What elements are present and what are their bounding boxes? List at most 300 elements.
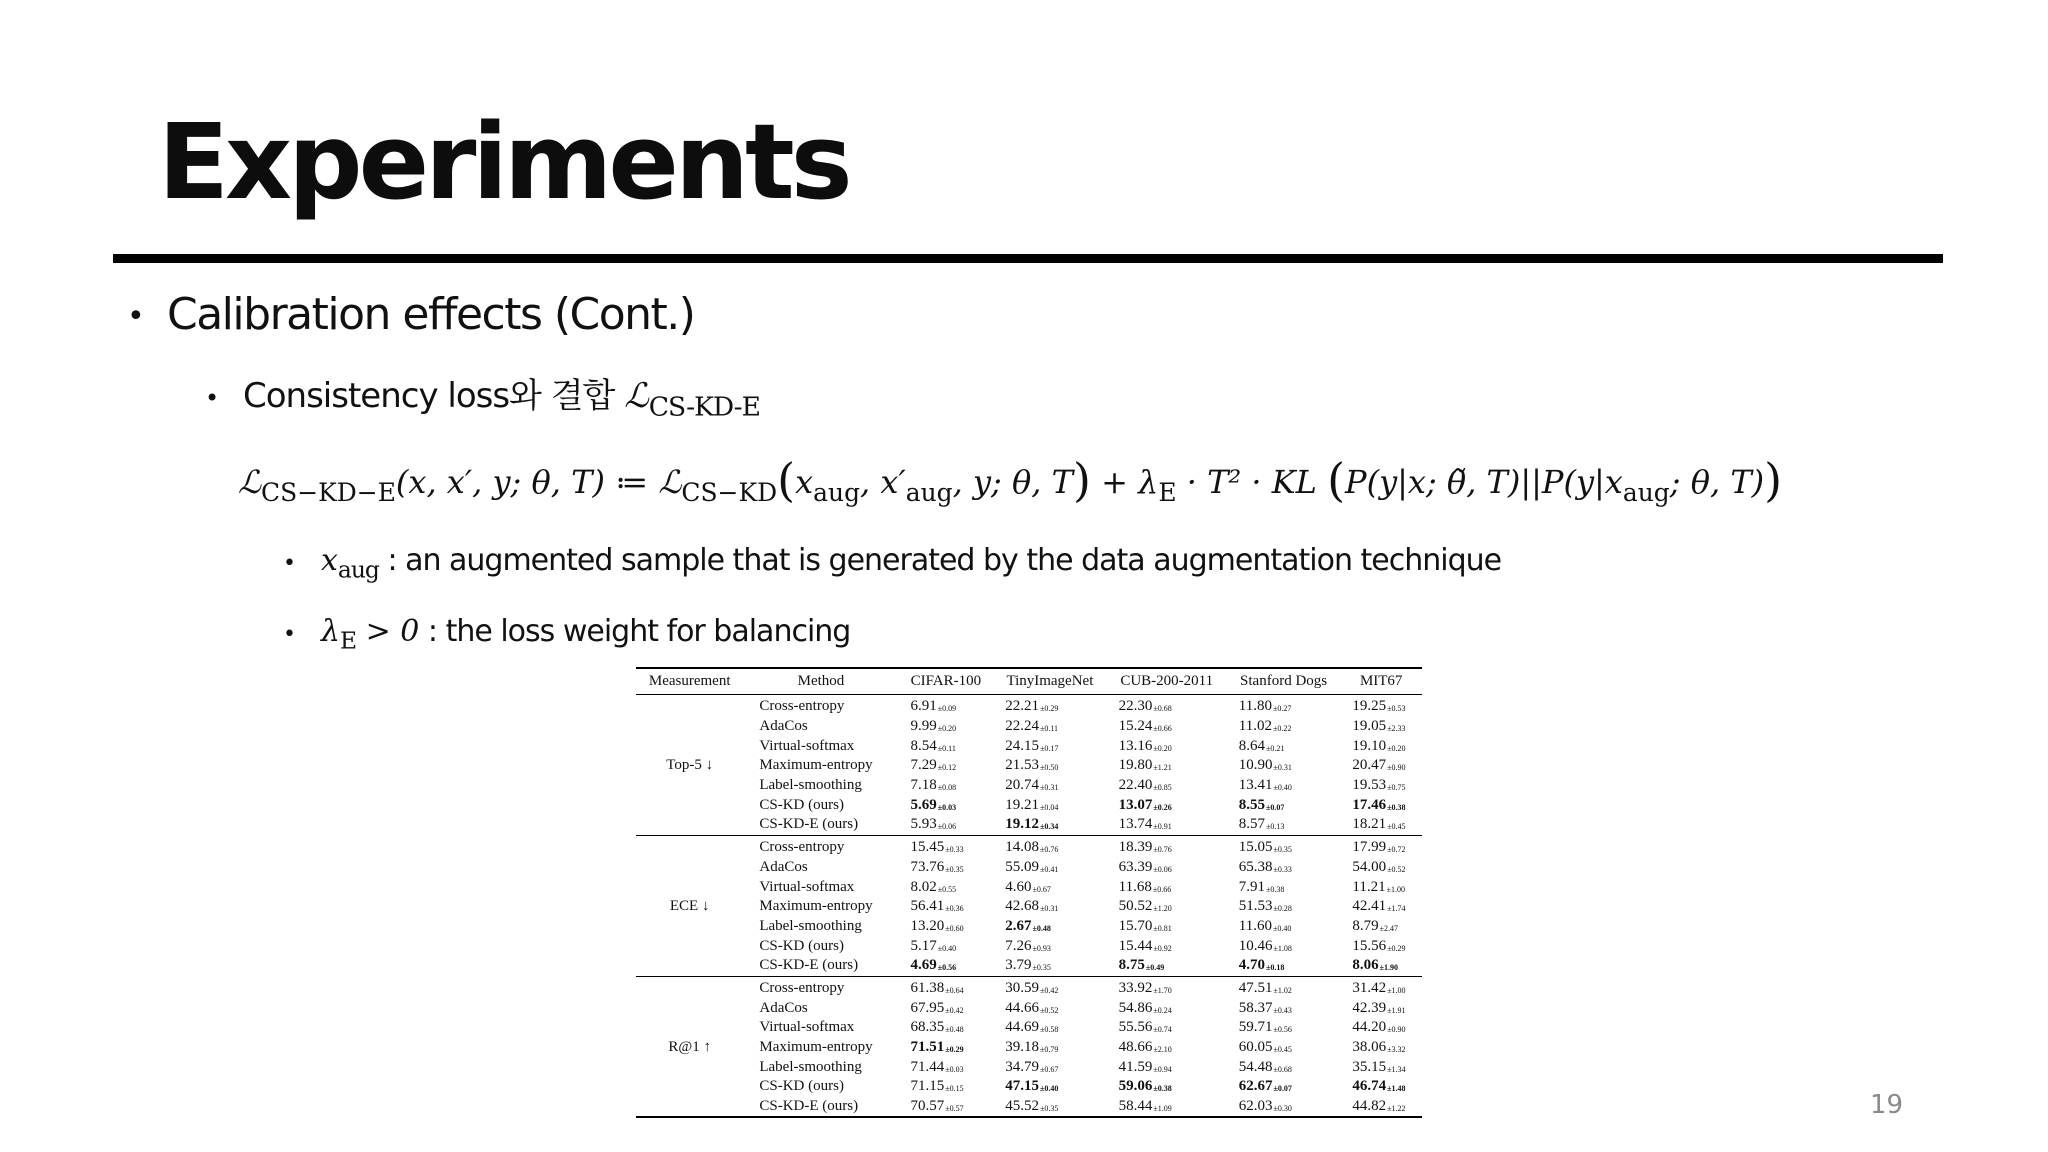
- value-cell: [993, 956, 1106, 976]
- table-row: [636, 736, 1422, 756]
- value-mean: 8.64: [1238, 737, 1266, 754]
- formula-x-sub: aug: [813, 477, 861, 507]
- header-mit67: MIT67: [1340, 668, 1422, 695]
- value-std: ±0.29: [1039, 704, 1059, 714]
- value-cell: [1340, 835, 1422, 857]
- value-cell: [1227, 1097, 1341, 1118]
- table-row: [636, 1057, 1422, 1077]
- value-cell: [1227, 776, 1341, 796]
- value-cell: [1107, 956, 1227, 976]
- value-std: ±0.34: [1039, 822, 1059, 832]
- value-std: ±0.07: [1266, 802, 1285, 812]
- value-cell: [1107, 917, 1227, 937]
- value-mean: 8.02: [910, 878, 937, 895]
- table-row: [636, 877, 1422, 897]
- value-cell: [1227, 897, 1341, 917]
- value-std: ±3.32: [1387, 1045, 1406, 1055]
- value-std: ±0.41: [1039, 864, 1059, 874]
- table-row: [636, 1097, 1422, 1118]
- bullet-dot-icon: •: [127, 299, 144, 334]
- value-std: ±1.02: [1273, 985, 1292, 995]
- value-mean: 11.68: [1118, 878, 1152, 895]
- bullet-dot-icon: •: [205, 384, 219, 412]
- value-std: ±0.53: [1387, 704, 1406, 714]
- bullet-text: [321, 543, 1502, 584]
- value-std: ±0.30: [1273, 1104, 1292, 1114]
- value-cell: [993, 776, 1106, 796]
- bullet-label: Consistency loss와 결합: [243, 376, 625, 416]
- value-std: ±1.00: [1386, 884, 1405, 894]
- value-mean: 7.26: [1005, 937, 1032, 954]
- value-mean: 18.39: [1118, 839, 1153, 856]
- value-mean: 70.57: [910, 1098, 945, 1115]
- value-cell: [1107, 1057, 1227, 1077]
- value-std: ±0.50: [1039, 763, 1059, 773]
- value-cell: [1227, 736, 1341, 756]
- value-std: ±0.72: [1387, 845, 1406, 855]
- table-row: [636, 717, 1422, 737]
- value-std: ±1.09: [1153, 1104, 1172, 1114]
- value-std: ±0.18: [1266, 963, 1285, 973]
- value-mean: 54.00: [1352, 858, 1387, 875]
- value-cell: [993, 1097, 1106, 1118]
- value-cell: [1227, 956, 1341, 976]
- value-cell: [1227, 976, 1341, 998]
- value-std: ±0.81: [1153, 923, 1172, 933]
- value-std: ±0.76: [1153, 845, 1172, 855]
- value-cell: [1340, 756, 1422, 776]
- method-cell: Maximum-entropy: [759, 757, 873, 774]
- header-tinyimagenet: TinyImageNet: [993, 668, 1106, 695]
- value-std: ±0.31: [1273, 763, 1292, 773]
- value-mean: 13.16: [1118, 737, 1153, 754]
- value-std: ±0.22: [1272, 724, 1292, 734]
- value-mean: 9.99: [910, 718, 937, 735]
- value-cell: [899, 1038, 994, 1058]
- value-std: ±1.34: [1387, 1064, 1406, 1074]
- value-std: ±0.42: [945, 1005, 964, 1015]
- value-cell: [1340, 1097, 1422, 1118]
- value-mean: 30.59: [1005, 979, 1039, 996]
- value-cell: [1227, 917, 1341, 937]
- value-mean: 55.09: [1005, 858, 1039, 875]
- value-mean: 68.35: [910, 1019, 945, 1036]
- header-cub: CUB-200-2011: [1107, 668, 1227, 695]
- value-std: ±0.36: [945, 904, 964, 914]
- value-std: ±0.27: [1272, 704, 1292, 714]
- value-std: ±0.28: [1273, 904, 1292, 914]
- formula-x-prime-sub: aug: [905, 477, 953, 507]
- value-std: ±0.38: [1153, 1084, 1172, 1094]
- value-std: ±0.12: [937, 763, 957, 773]
- value-mean: 19.10: [1352, 737, 1387, 754]
- method-cell: Label-smoothing: [759, 1058, 862, 1075]
- table-row: [636, 998, 1422, 1018]
- value-std: ±1.48: [1387, 1084, 1406, 1094]
- table-row: [636, 1077, 1422, 1097]
- value-cell: [1340, 936, 1422, 956]
- value-cell: [899, 897, 994, 917]
- value-mean: 44.69: [1005, 1019, 1039, 1036]
- loss-symbol: ℒ: [624, 376, 649, 416]
- value-cell: [899, 1077, 994, 1097]
- value-mean: 22.40: [1118, 777, 1153, 794]
- table-row: [636, 815, 1422, 835]
- lambda-description: : the loss weight for balancing: [419, 614, 851, 649]
- bullet-x-aug-definition: [283, 541, 1501, 585]
- value-std: ±0.11: [1039, 724, 1059, 734]
- value-mean: 58.37: [1238, 999, 1273, 1016]
- value-std: ±0.68: [1153, 704, 1172, 714]
- value-mean: 8.06: [1352, 957, 1379, 974]
- value-mean: 4.69: [910, 957, 937, 974]
- bullet-dot-icon: •: [283, 622, 295, 647]
- value-std: ±0.40: [1039, 1084, 1059, 1094]
- value-cell: [1107, 695, 1227, 717]
- value-std: ±1.20: [1153, 904, 1172, 914]
- value-cell: [1340, 717, 1422, 737]
- value-mean: 3.79: [1005, 957, 1032, 974]
- table-header-row: [636, 668, 1422, 695]
- table-row: [636, 776, 1422, 796]
- value-std: ±0.06: [1153, 864, 1172, 874]
- formula-kl-close: ): [1764, 453, 1783, 507]
- value-mean: 4.70: [1238, 957, 1266, 974]
- value-mean: 10.46: [1238, 937, 1273, 954]
- value-cell: [1107, 776, 1227, 796]
- formula-p-first: P(y|x; θ̃, T)||P(y|x: [1345, 463, 1623, 501]
- value-mean: 13.41: [1238, 777, 1273, 794]
- value-mean: 24.15: [1005, 737, 1039, 754]
- value-std: ±0.76: [1039, 845, 1059, 855]
- value-cell: [993, 998, 1106, 1018]
- measurement-cell: ECE ↓: [636, 835, 743, 976]
- page-number: 19: [1870, 1090, 1904, 1120]
- value-mean: 19.25: [1352, 698, 1387, 715]
- formula-paren-close: ): [1072, 453, 1091, 507]
- header-stanford-dogs: Stanford Dogs: [1227, 668, 1341, 695]
- bullet-calibration-effects: [127, 286, 694, 343]
- formula-rhs-symbol: ℒ: [658, 463, 682, 501]
- value-cell: [1107, 815, 1227, 835]
- value-std: ±0.33: [945, 845, 964, 855]
- value-std: ±0.79: [1039, 1045, 1059, 1055]
- value-mean: 8.79: [1352, 917, 1379, 934]
- value-mean: 47.51: [1238, 979, 1273, 996]
- value-mean: 18.21: [1352, 816, 1387, 833]
- value-cell: [993, 736, 1106, 756]
- value-cell: [1340, 998, 1422, 1018]
- method-cell: Virtual-softmax: [759, 1019, 855, 1036]
- value-mean: 7.91: [1238, 878, 1266, 895]
- table-row: [636, 858, 1422, 878]
- header-cifar100: CIFAR-100: [899, 668, 994, 695]
- method-cell: Virtual-softmax: [759, 878, 855, 895]
- value-std: ±0.91: [1153, 822, 1172, 832]
- value-std: ±0.48: [1032, 923, 1051, 933]
- bullet-text: [243, 376, 760, 423]
- formula-lhs-symbol: ℒ: [238, 463, 262, 501]
- loss-formula: [238, 448, 1798, 512]
- value-std: ±2.33: [1387, 724, 1406, 734]
- value-std: ±0.94: [1153, 1064, 1172, 1074]
- value-cell: [1107, 1018, 1227, 1038]
- value-cell: [1107, 897, 1227, 917]
- value-std: ±0.35: [1039, 1104, 1059, 1114]
- value-std: ±0.13: [1266, 822, 1285, 832]
- value-cell: [1227, 936, 1341, 956]
- value-mean: 46.74: [1352, 1078, 1387, 1095]
- formula-temperature: · T² · KL: [1176, 463, 1328, 501]
- value-mean: 63.39: [1118, 858, 1153, 875]
- value-cell: [1227, 815, 1341, 835]
- value-cell: [1227, 756, 1341, 776]
- value-std: ±0.29: [1387, 943, 1406, 953]
- value-std: ±1.08: [1273, 943, 1292, 953]
- value-cell: [899, 877, 994, 897]
- value-mean: 31.42: [1352, 979, 1387, 996]
- value-std: ±0.66: [1152, 884, 1172, 894]
- method-cell: Cross-entropy: [743, 976, 898, 998]
- value-std: ±0.40: [1272, 923, 1292, 933]
- method-cell: CS-KD-E (ours): [759, 1098, 859, 1115]
- value-mean: 13.07: [1118, 796, 1153, 813]
- value-cell: [1340, 917, 1422, 937]
- value-std: ±1.74: [1387, 904, 1406, 914]
- value-std: ±0.35: [1032, 963, 1051, 973]
- value-cell: [993, 976, 1106, 998]
- value-std: ±0.57: [945, 1104, 964, 1114]
- value-mean: 59.06: [1118, 1078, 1153, 1095]
- table-row: [636, 835, 1422, 857]
- value-mean: 19.12: [1005, 816, 1039, 833]
- value-std: ±0.45: [1273, 1045, 1292, 1055]
- value-mean: 15.44: [1118, 937, 1153, 954]
- loss-subscript: CS-KD-E: [648, 391, 760, 423]
- bullet-text: [321, 614, 851, 655]
- value-mean: 62.67: [1238, 1078, 1273, 1095]
- table-row: [636, 956, 1422, 976]
- value-std: ±0.56: [937, 963, 957, 973]
- measurement-cell: R@1 ↑: [636, 976, 743, 1117]
- value-mean: 51.53: [1238, 898, 1273, 915]
- value-cell: [1227, 1018, 1341, 1038]
- header-method: Method: [743, 668, 898, 695]
- value-std: ±0.38: [1387, 802, 1406, 812]
- value-std: ±0.67: [1032, 884, 1051, 894]
- value-mean: 44.82: [1352, 1098, 1387, 1115]
- value-cell: [993, 917, 1106, 937]
- value-mean: 8.75: [1118, 957, 1145, 974]
- method-cell: Label-smoothing: [759, 777, 862, 794]
- method-cell: Label-smoothing: [759, 917, 862, 934]
- value-cell: [1227, 877, 1341, 897]
- value-mean: 73.76: [910, 858, 945, 875]
- method-cell: Maximum-entropy: [759, 1039, 873, 1056]
- value-std: ±0.26: [1153, 802, 1172, 812]
- value-cell: [1227, 858, 1341, 878]
- table-row: [636, 917, 1422, 937]
- bullet-dot-icon: •: [283, 551, 295, 576]
- value-cell: [993, 717, 1106, 737]
- table-row: [636, 756, 1422, 776]
- formula-lambda: + λ: [1090, 463, 1159, 501]
- value-mean: 11.60: [1238, 917, 1272, 934]
- value-cell: [1340, 877, 1422, 897]
- value-std: ±1.21: [1153, 763, 1172, 773]
- value-mean: 20.47: [1352, 757, 1387, 774]
- value-cell: [1107, 795, 1227, 815]
- value-mean: 45.52: [1005, 1098, 1039, 1115]
- formula-lambda-sub: E: [1158, 477, 1177, 507]
- value-mean: 60.05: [1238, 1039, 1273, 1056]
- value-std: ±0.52: [1039, 1005, 1059, 1015]
- formula-rhs-sub: CS−KD: [681, 477, 778, 507]
- value-std: ±0.06: [937, 822, 957, 832]
- value-std: ±1.90: [1379, 963, 1399, 973]
- value-std: ±1.00: [1387, 985, 1406, 995]
- value-mean: 55.56: [1118, 1019, 1153, 1036]
- value-cell: [1340, 1057, 1422, 1077]
- value-mean: 5.93: [910, 816, 937, 833]
- value-mean: 44.66: [1005, 999, 1039, 1016]
- formula-p-sub: aug: [1622, 477, 1670, 507]
- value-mean: 8.54: [910, 737, 937, 754]
- value-std: ±0.04: [1039, 802, 1059, 812]
- value-mean: 2.67: [1005, 917, 1032, 934]
- value-cell: [1107, 1077, 1227, 1097]
- method-cell: CS-KD (ours): [759, 1078, 844, 1095]
- value-mean: 8.55: [1238, 796, 1266, 813]
- value-std: ±2.10: [1153, 1045, 1172, 1055]
- table-row: [636, 1018, 1422, 1038]
- value-cell: [1107, 877, 1227, 897]
- value-cell: [899, 736, 994, 756]
- value-cell: [899, 695, 994, 717]
- value-std: ±0.60: [945, 923, 964, 933]
- value-std: ±0.55: [937, 884, 957, 894]
- method-cell: Maximum-entropy: [759, 898, 873, 915]
- value-mean: 71.51: [910, 1039, 945, 1056]
- value-mean: 62.03: [1238, 1098, 1273, 1115]
- value-mean: 67.95: [910, 999, 945, 1016]
- value-mean: 15.56: [1352, 937, 1387, 954]
- value-cell: [1107, 1038, 1227, 1058]
- value-mean: 65.38: [1238, 858, 1273, 875]
- lambda-relation: > 0: [356, 614, 420, 649]
- slide-title: Experiments: [158, 101, 849, 223]
- value-std: ±0.20: [1153, 743, 1172, 753]
- x-subscript: aug: [337, 555, 379, 584]
- value-std: ±0.03: [937, 802, 957, 812]
- value-mean: 15.05: [1238, 839, 1273, 856]
- value-mean: 33.92: [1118, 979, 1153, 996]
- value-cell: [993, 1038, 1106, 1058]
- value-cell: [899, 917, 994, 937]
- value-mean: 34.79: [1005, 1058, 1039, 1075]
- value-std: ±0.31: [1039, 904, 1059, 914]
- value-cell: [899, 1097, 994, 1118]
- value-mean: 54.86: [1118, 999, 1153, 1016]
- value-mean: 6.91: [910, 698, 937, 715]
- value-cell: [993, 858, 1106, 878]
- formula-x-prime: , x′: [860, 463, 906, 501]
- value-std: ±0.48: [945, 1025, 964, 1035]
- value-cell: [1227, 695, 1341, 717]
- value-cell: [899, 976, 994, 998]
- bullet-text: Calibration effects (Cont.): [167, 289, 695, 340]
- value-cell: [993, 1057, 1106, 1077]
- value-std: ±0.03: [945, 1064, 964, 1074]
- value-mean: 20.74: [1005, 777, 1039, 794]
- table-group: [636, 835, 1422, 976]
- value-mean: 19.80: [1118, 757, 1153, 774]
- value-cell: [899, 858, 994, 878]
- table-group: [636, 976, 1422, 1117]
- value-cell: [1340, 1018, 1422, 1038]
- value-mean: 15.45: [910, 839, 945, 856]
- x-aug-description: : an augmented sample that is generated by the data augmentation technique: [378, 543, 1502, 578]
- value-cell: [899, 756, 994, 776]
- table-row: [636, 695, 1422, 717]
- value-std: ±0.33: [1273, 864, 1292, 874]
- value-std: ±0.52: [1387, 864, 1406, 874]
- value-cell: [993, 795, 1106, 815]
- formula-x: x: [795, 463, 814, 501]
- value-std: ±0.68: [1273, 1064, 1292, 1074]
- value-cell: [1340, 815, 1422, 835]
- value-mean: 54.48: [1238, 1058, 1273, 1075]
- value-std: ±0.93: [1032, 943, 1051, 953]
- value-mean: 17.46: [1352, 796, 1387, 813]
- value-mean: 50.52: [1118, 898, 1153, 915]
- value-mean: 8.57: [1238, 816, 1266, 833]
- value-cell: [899, 936, 994, 956]
- value-std: ±0.24: [1153, 1005, 1172, 1015]
- method-cell: Cross-entropy: [759, 698, 845, 715]
- value-cell: [899, 1057, 994, 1077]
- value-cell: [1340, 695, 1422, 717]
- value-mean: 5.17: [910, 937, 937, 954]
- value-std: ±1.22: [1387, 1104, 1406, 1114]
- value-std: ±0.07: [1273, 1084, 1292, 1094]
- value-std: ±0.15: [945, 1084, 964, 1094]
- value-mean: 42.41: [1352, 898, 1387, 915]
- value-mean: 11.80: [1238, 698, 1272, 715]
- value-mean: 42.68: [1005, 898, 1039, 915]
- table-row: [636, 1038, 1422, 1058]
- value-cell: [899, 776, 994, 796]
- value-std: ±0.31: [1039, 783, 1059, 793]
- value-cell: [993, 815, 1106, 835]
- value-mean: 35.15: [1352, 1058, 1387, 1075]
- value-mean: 15.70: [1118, 917, 1153, 934]
- value-std: ±0.09: [937, 704, 957, 714]
- value-mean: 41.59: [1118, 1058, 1153, 1075]
- value-std: ±0.20: [1387, 743, 1406, 753]
- value-cell: [1227, 835, 1341, 857]
- formula-lhs-args: (x, x′, y; θ, T) ≔: [395, 463, 659, 501]
- value-cell: [993, 1018, 1106, 1038]
- lambda-subscript: E: [340, 626, 357, 655]
- value-cell: [899, 717, 994, 737]
- value-mean: 19.21: [1005, 796, 1039, 813]
- method-cell: CS-KD-E (ours): [759, 816, 859, 833]
- value-cell: [1107, 736, 1227, 756]
- value-cell: [1227, 1077, 1341, 1097]
- value-std: ±0.17: [1039, 743, 1059, 753]
- value-cell: [899, 998, 994, 1018]
